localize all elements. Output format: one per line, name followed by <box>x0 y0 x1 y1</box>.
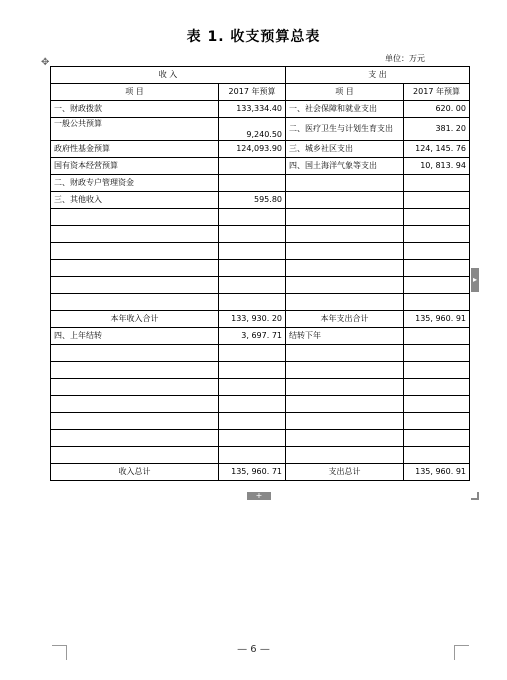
income-value <box>219 175 286 192</box>
income-value: 9,240.50 <box>219 118 286 141</box>
table-row <box>51 141 470 158</box>
carry-over-label: 结转下年 <box>286 328 404 345</box>
year-total-row <box>51 311 470 328</box>
table-resize-handle-icon[interactable] <box>471 492 479 500</box>
empty-row <box>51 260 470 277</box>
expense-label: 二、医疗卫生与计划生育支出 <box>286 118 404 141</box>
table-header-row <box>51 67 470 84</box>
expense-value: 620. 00 <box>404 101 470 118</box>
expense-value <box>404 192 470 209</box>
year-income-label: 本年收入合计 <box>51 311 219 328</box>
income-label: 一、财政拨款 <box>51 101 219 118</box>
empty-row <box>51 379 470 396</box>
expense-label: 四、国土海洋气象等支出 <box>286 158 404 175</box>
expense-label <box>286 175 404 192</box>
income-total-value: 135, 960. 71 <box>219 464 286 481</box>
prev-balance-value: 3, 697. 71 <box>219 328 286 345</box>
empty-row <box>51 396 470 413</box>
expense-value: 10, 813. 94 <box>404 158 470 175</box>
add-row-button[interactable]: + <box>247 492 271 500</box>
table-row <box>51 101 470 118</box>
income-label: 二、财政专户管理资金 <box>51 175 219 192</box>
income-value: 133,334.40 <box>219 101 286 118</box>
income-label: 一般公共预算 <box>51 118 219 141</box>
income-label: 三、其他收入 <box>51 192 219 209</box>
expense-label: 一、社会保障和就业支出 <box>286 101 404 118</box>
empty-row <box>51 447 470 464</box>
expense-value <box>404 175 470 192</box>
expense-total-value: 135, 960. 91 <box>404 464 470 481</box>
carryover-row <box>51 328 470 345</box>
budget-table <box>50 66 470 481</box>
expense-value: 381. 20 <box>404 118 470 141</box>
page-title: 表 1. 收支预算总表 <box>186 29 321 45</box>
table-row <box>51 192 470 209</box>
empty-row <box>51 362 470 379</box>
empty-row <box>51 209 470 226</box>
table-subheader-row <box>51 84 470 101</box>
unit-label: 单位：万元 <box>385 54 425 63</box>
expense-item-header: 项 目 <box>286 84 404 101</box>
income-header: 收 入 <box>51 67 286 84</box>
expense-label: 三、城乡社区支出 <box>286 141 404 158</box>
income-value: 595.80 <box>219 192 286 209</box>
income-budget-header: 2017 年预算 <box>219 84 286 101</box>
expense-total-label: 支出总计 <box>286 464 404 481</box>
expense-value: 124, 145. 76 <box>404 141 470 158</box>
income-value: 124,093.90 <box>219 141 286 158</box>
expense-label <box>286 192 404 209</box>
income-label: 国有资本经营预算 <box>51 158 219 175</box>
empty-row <box>51 345 470 362</box>
table-row <box>51 175 470 192</box>
table-row <box>51 118 470 141</box>
income-total-label: 收入总计 <box>51 464 219 481</box>
page-number: — 6 — <box>237 644 270 655</box>
expense-header: 支 出 <box>286 67 470 84</box>
year-expense-label: 本年支出合计 <box>286 311 404 328</box>
income-label: 政府性基金预算 <box>51 141 219 158</box>
year-expense-value: 135, 960. 91 <box>404 311 470 328</box>
table-row <box>51 158 470 175</box>
income-value <box>219 158 286 175</box>
add-column-tab-icon[interactable]: ▸ <box>471 268 479 292</box>
empty-row <box>51 243 470 260</box>
empty-row <box>51 226 470 243</box>
empty-row <box>51 277 470 294</box>
prev-balance-label: 四、上年结转 <box>51 328 219 345</box>
table-move-handle-icon[interactable]: ✥ <box>41 57 50 68</box>
income-item-header: 项 目 <box>51 84 219 101</box>
grand-total-row <box>51 464 470 481</box>
expense-budget-header: 2017 年预算 <box>404 84 470 101</box>
empty-row <box>51 430 470 447</box>
year-income-value: 133, 930. 20 <box>219 311 286 328</box>
carry-over-value <box>404 328 470 345</box>
empty-row <box>51 413 470 430</box>
empty-row <box>51 294 470 311</box>
